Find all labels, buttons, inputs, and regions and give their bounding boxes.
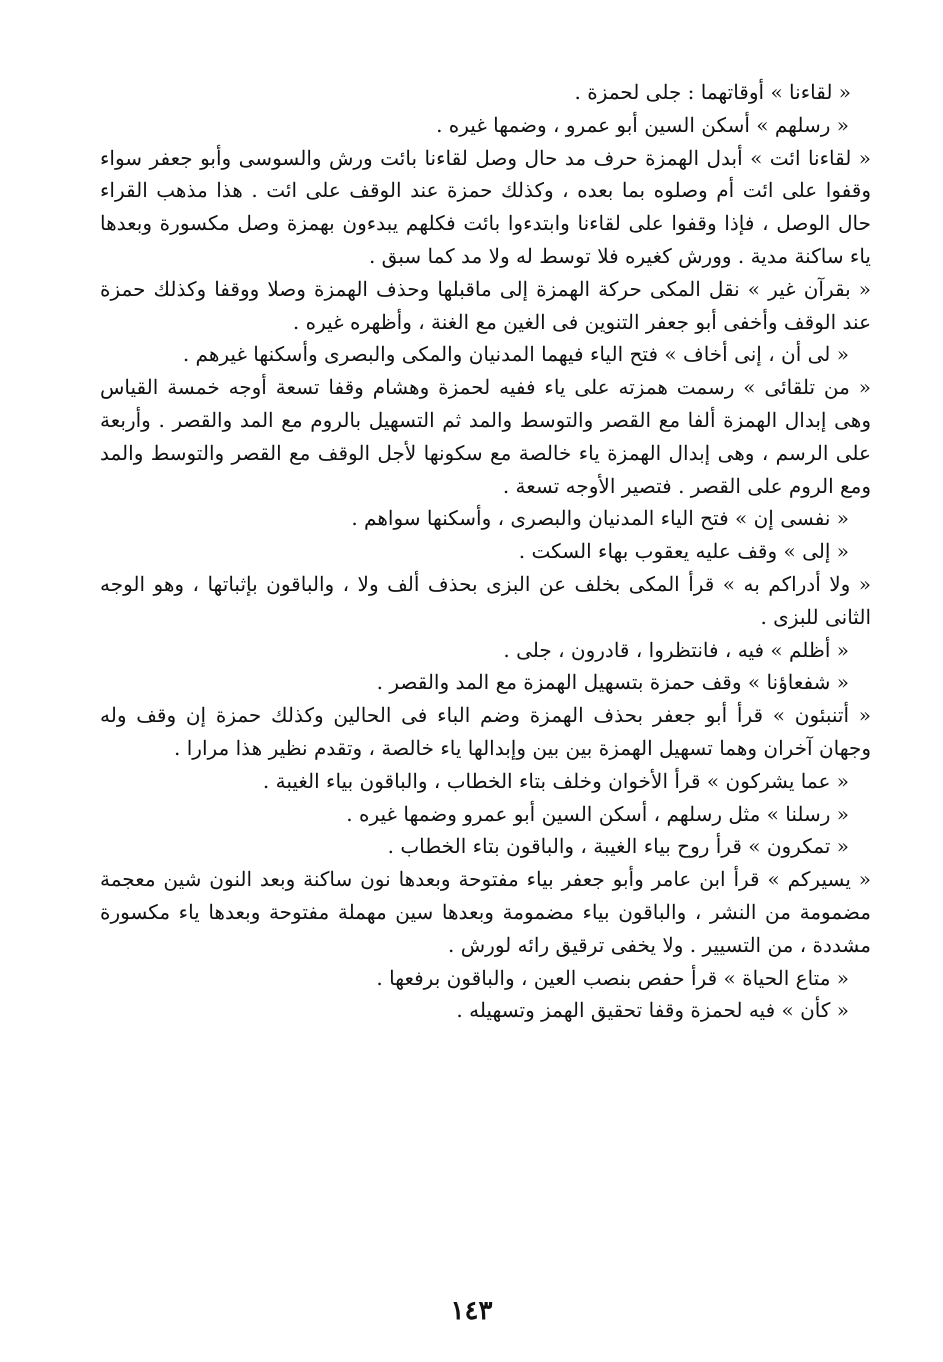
paragraph-14: « رسلنا » مثل رسلهم ، أسكن السين أبو عمرو وضمها غيره . [346, 801, 849, 826]
paragraph-13: « عما يشركون » قرأ الأخوان وخلف بتاء الخطاب ، والباقون بياء الغيبة . [262, 768, 849, 793]
paragraph-17: « متاع الحياة » قرأ حفص بنصب العين ، والباقون برفعها . [376, 965, 849, 990]
paragraph-12: « أتنبئون » قرأ أبو جعفر بحذف الهمزة وضم الباء فى الحالين وكذلك حمزة إن وقف وله وجهان آخران وهما تسهيل الهمزة بين بين وإبدالها ياء خالصة ، وتقدم نظير هذا مرارا . [100, 703, 871, 760]
page-number: ١٤٣ [450, 1296, 493, 1326]
paragraph-9: « ولا أدراكم به » قرأ المكى بخلف عن البزى بحذف ألف ولا ، والباقون بإثباتها ، وهو الوجه الثانى للبزى . [100, 571, 871, 629]
paragraph-18: « كأن » فيه لحمزة وقفا تحقيق الهمز وتسهيله . [456, 998, 849, 1023]
paragraph-7: « نفسى إن » فتح الياء المدنيان والبصرى ، وأسكنها سواهم . [351, 506, 849, 531]
paragraph-5: « لى أن ، إنى أخاف » فتح الياء فيهما المدنيان والمكى والبصرى وأسكنها غيرهم . [182, 342, 849, 367]
paragraph-8: « إلى » وقف عليه يعقوب بهاء السكت . [518, 539, 849, 564]
paragraph-10: « أظلم » فيه ، فانتظروا ، قادرون ، جلى . [503, 637, 849, 662]
paragraph-4: « بقرآن غير » نقل المكى حركة الهمزة إلى ماقبلها وحذف الهمزة وصلا ووقفا وكذلك حمزة عند الوقف وأخفى أبو جعفر التنوين فى الغين مع الغنة ، وأظهره غيره . [100, 276, 871, 334]
paragraph-15: « تمكرون » قرأ روح بياء الغيبة ، والباقون بتاء الخطاب . [387, 834, 849, 859]
body-text [100, 76, 871, 1027]
paragraph-11: « شفعاؤنا » وقف حمزة بتسهيل الهمزة مع المد والقصر . [376, 670, 849, 695]
paragraph-2: « رسلهم » أسكن السين أبو عمرو ، وضمها غيره . [436, 112, 849, 137]
paragraph-1: « لقاءنا » أوقاتهما : جلى لحمزة . [574, 80, 851, 104]
paragraph-16: « يسيركم » قرأ ابن عامر وأبو جعفر بياء مفتوحة وبعدها نون ساكنة وبعد النون شين معجمة مضمومة من النشر ، والباقون بياء مضمومة وبعدها سين مهملة مفتوحة وبعدها ياء مكسورة مشددة ، من التسيير . ولا يخفى ترقيق رائه لورش . [100, 867, 871, 957]
paragraph-6: « من تلقائى » رسمت همزته على ياء ففيه لحمزة وهشام وقفا تسعة أوجه خمسة القياس وهى إبدال الهمزة ألفا مع القصر والتوسط والمد ثم التسهيل بالروم مع المد والقصر . وأربعة على الرسم ، وهى إبدال الهمزة ياء خالصة مع سكونها لأجل الوقف مع القصر والتوسط والمد ومع الروم على القصر . فتصير الأوجه تسعة . [100, 375, 871, 498]
paragraph-3: « لقاءنا ائت » أبدل الهمزة حرف مد حال وصل لقاءنا بائت ورش والسوسى وأبو جعفر سواء وقفوا على ائت أم وصلوه بما بعده ، وكذلك حمزة عند الوقف على ائت . هذا مذهب القراء حال الوصل ، فإذا وقفوا على لقاءنا وابتدءوا بائت فكلهم يبدءون بهمزة وصل مكسورة وبعدها ياء ساكنة مدية . وورش كغيره فلا توسط له ولا مد كما سبق . [100, 145, 871, 268]
